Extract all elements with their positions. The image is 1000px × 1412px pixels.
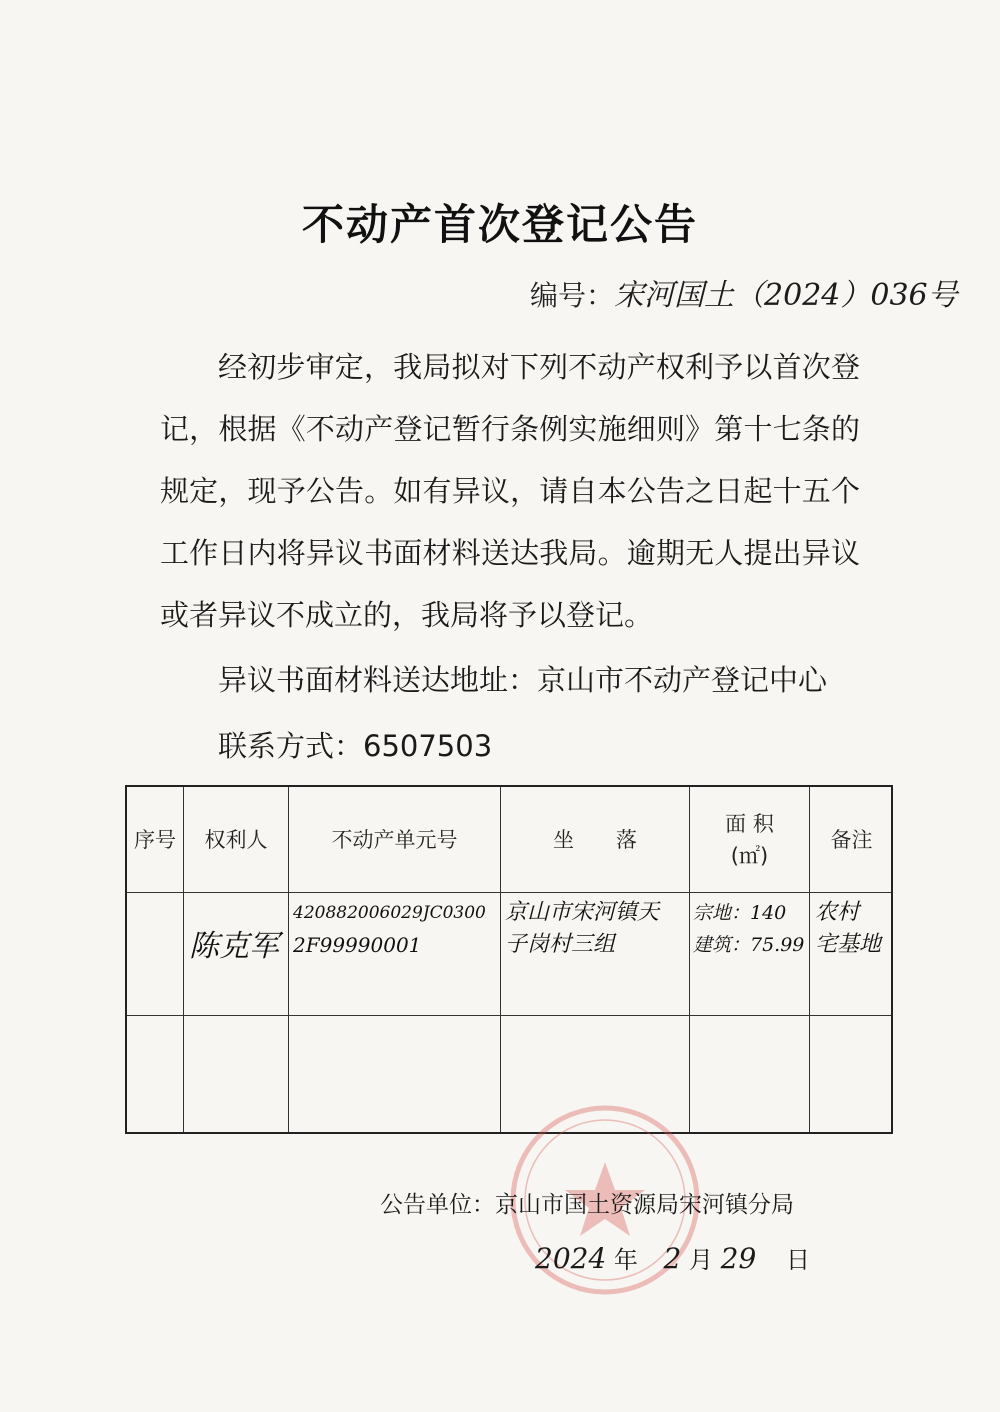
registration-table bbox=[125, 785, 893, 1134]
cell-seq bbox=[127, 893, 183, 1015]
date-day-label: 日 bbox=[785, 1246, 810, 1274]
cell-location-line2: 子岗村三组 bbox=[505, 932, 616, 957]
cell-unit-no-line1: 420882006029JC0300 bbox=[293, 903, 486, 923]
header-note: 备注 bbox=[830, 827, 873, 852]
header-area bbox=[690, 787, 809, 892]
objection-address: 异议书面材料送达地址：京山市不动产登记中心 bbox=[218, 663, 828, 697]
header-location: 坐 落 bbox=[553, 827, 637, 852]
cell-unit-no-line2: 2F99990001 bbox=[293, 933, 422, 957]
header-area-label: 面 积 bbox=[725, 811, 774, 836]
cell-area-line2: 建筑：75.99 bbox=[693, 934, 805, 956]
cell-area bbox=[693, 893, 807, 1019]
date-year-label: 年 bbox=[613, 1246, 638, 1274]
body-paragraph: 经初步审定，我局拟对下列不动产权利予以首次登记，根据《不动产登记暂行条例实施细则》第十七条的规定，现予公告。如有异议，请自本公告之日起十五个工作日内将异议书面材料送达我局。逾期无人提出异议或者异议不成立的，我局将予以登记。 bbox=[160, 350, 860, 632]
document-number-value: 宋河国土（2024）036号 bbox=[614, 278, 958, 313]
cell-note-line2: 宅基地 bbox=[815, 932, 882, 957]
notice-date bbox=[535, 1240, 810, 1275]
document-number-label: 编号： bbox=[530, 279, 615, 312]
date-day: 29 bbox=[720, 1242, 757, 1275]
header-seq: 序号 bbox=[134, 827, 176, 852]
header-owner: 权利人 bbox=[204, 827, 268, 852]
issuing-unit: 公告单位：京山市国土资源局宋河镇分局 bbox=[380, 1192, 794, 1218]
page-title: 不动产首次登记公告 bbox=[301, 200, 698, 249]
date-month-label: 月 bbox=[689, 1246, 714, 1274]
header-area-unit: (㎡) bbox=[730, 843, 769, 868]
cell-owner: 陈克军 bbox=[189, 929, 279, 964]
date-month: 2 bbox=[663, 1242, 682, 1275]
cell-location-line1: 京山市宋河镇天 bbox=[505, 900, 660, 925]
header-unit-no: 不动产单元号 bbox=[331, 827, 458, 852]
document-number bbox=[530, 270, 958, 314]
date-year: 2024 bbox=[535, 1242, 607, 1275]
cell-note-line1: 农村 bbox=[815, 900, 860, 925]
cell-note bbox=[815, 893, 891, 1019]
contact-info: 联系方式：6507503 bbox=[218, 729, 493, 763]
cell-unit-no bbox=[293, 893, 498, 1019]
cell-area-line1: 宗地：140 bbox=[693, 902, 787, 924]
cell-location bbox=[505, 893, 687, 1019]
